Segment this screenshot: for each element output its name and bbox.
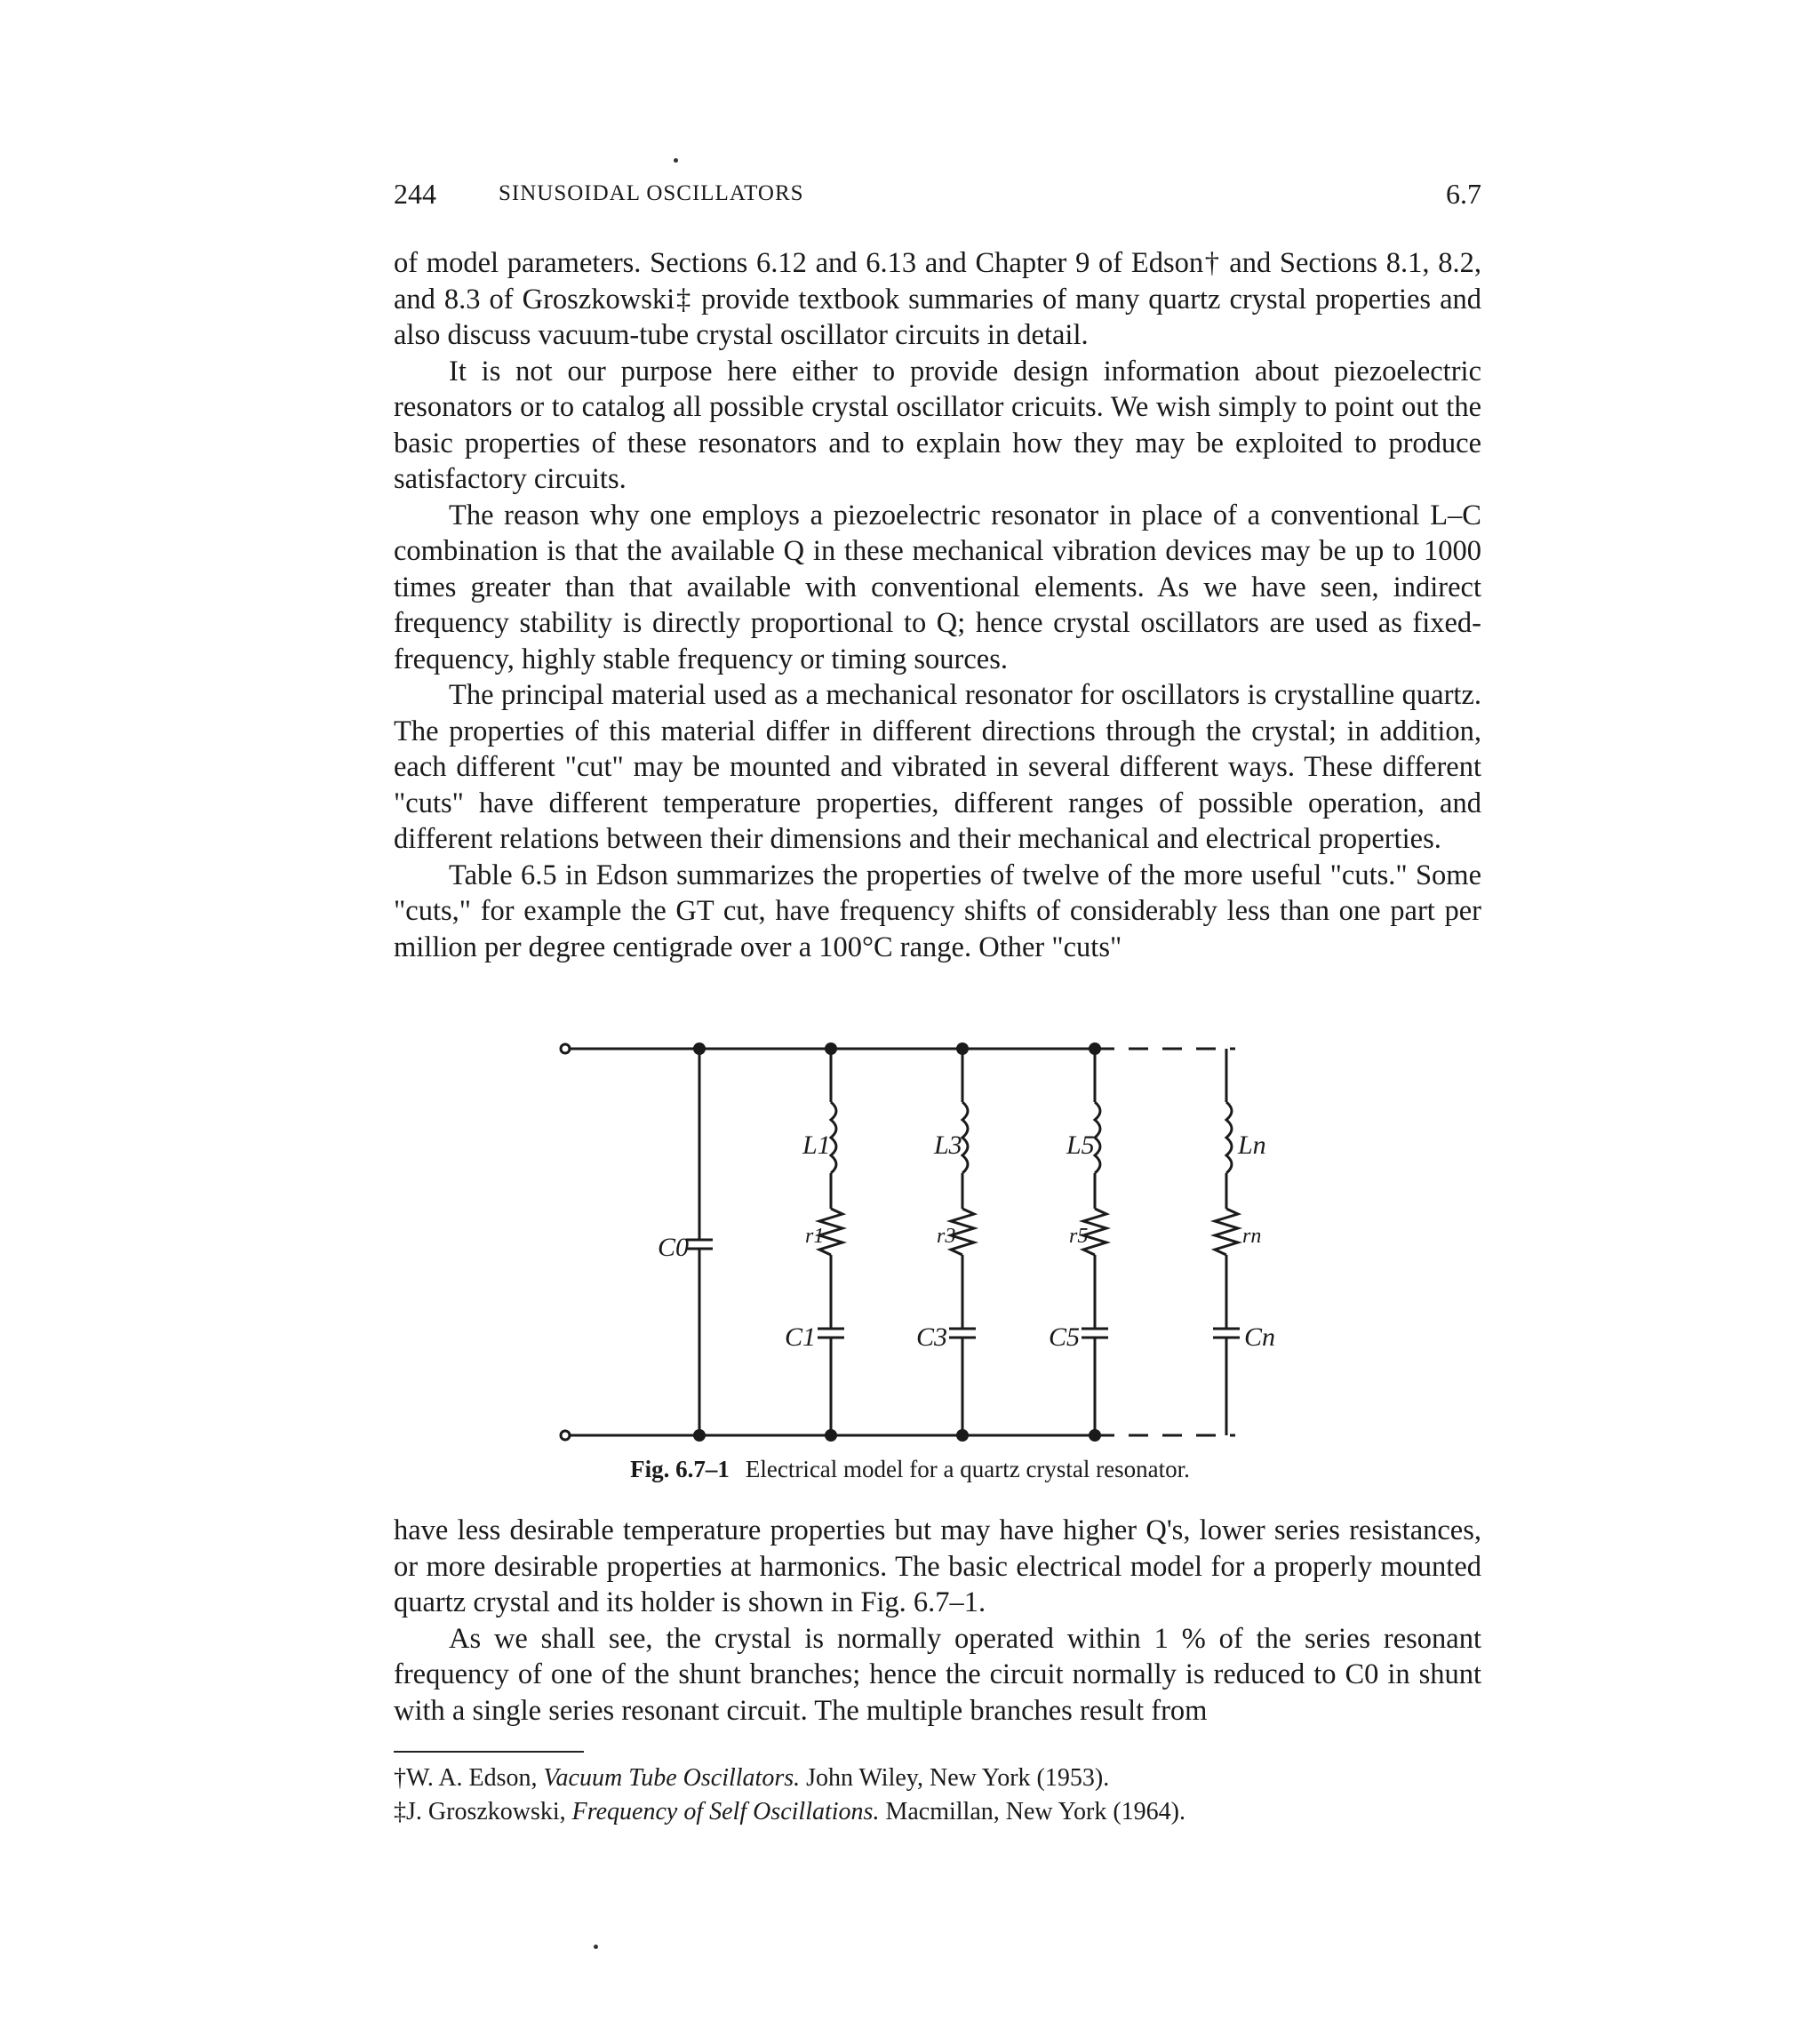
terminal-top	[561, 1044, 570, 1053]
label-r1: r1	[805, 1225, 825, 1248]
paragraph: As we shall see, the crystal is normally operated within 1 % of the series resonant frequency of one of the shunt branches; hence the circuit normally is reduced to C0 in shunt with a single series resonant circuit. The multiple branches result from	[394, 1622, 1481, 1727]
label-c0: C0	[658, 1233, 690, 1262]
label-r5: r5	[1069, 1225, 1089, 1248]
paragraph: It is not our purpose here either to provide design information about piezoelectric resonators or to catalog all possible crystal oscillator cricuits. We wish simply to point out the basic properties of these resonators and to explain how they may be exploited to produce satisfactory circuits.	[394, 355, 1481, 495]
body-text-top	[394, 245, 1481, 965]
caption-text: Electrical model for a quartz crystal resonator.	[745, 1456, 1190, 1482]
footnote: †W. A. Edson, Vacuum Tube Oscillators. John Wiley, New York (1953).	[394, 1764, 1110, 1792]
paragraph: The reason why one employs a piezoelectric resonator in place of a conventional L–C combination is that the available Q in these mechanical vibration devices may be up to 1000 times greater than that available with conventional elements. As we have seen, indirect frequency stability is directly proportional to Q; hence crystal oscillators are used as fixed-frequency, highly stable frequency or timing sources.	[394, 499, 1481, 675]
figure-caption	[0, 1456, 1820, 1483]
paragraph: have less desirable temperature properties but may have higher Q's, lower series resistances, or more desirable properties at harmonics. The basic electrical model for a properly mounted quartz crystal and its holder is shown in Fig. 6.7–1.	[394, 1514, 1481, 1618]
page-number: 244	[394, 178, 436, 210]
label-c5: C5	[1049, 1322, 1081, 1352]
label-c1: C1	[785, 1322, 817, 1352]
footnote-rule	[394, 1751, 584, 1753]
circuit-diagram	[533, 1022, 1280, 1449]
branch-n	[1213, 1049, 1240, 1435]
label-cn: Cn	[1244, 1322, 1276, 1352]
paragraph: Table 6.5 in Edson summarizes the properties of twelve of the more useful "cuts." Some "cuts," for example the GT cut, have frequency shifts of considerably less than one part per million per degree centigrade over a 100°C range. Other "cuts"	[394, 859, 1481, 963]
running-header	[394, 178, 1481, 213]
label-c3: C3	[916, 1322, 948, 1352]
label-l1: L1	[802, 1130, 831, 1160]
footnote: ‡J. Groszkowski, Frequency of Self Oscillations. Macmillan, New York (1964).	[394, 1798, 1185, 1825]
footnotes	[394, 1761, 1481, 1829]
label-ln: Ln	[1238, 1130, 1266, 1160]
terminal-bottom	[561, 1431, 570, 1440]
label-l5: L5	[1066, 1130, 1095, 1160]
section-number: 6.7	[1446, 178, 1481, 210]
body-text-bottom	[394, 1513, 1481, 1729]
print-speck	[674, 158, 678, 163]
paragraph: The principal material used as a mechanical resonator for oscillators is crystalline quartz. The properties of this material differ in different directions through the crystal; in addition, each different "cut" may be mounted and vibrated in several different ways. These different "cuts" have different temperature properties, different ranges of possible operation, and different relations between their dimensions and their mechanical and electrical properties.	[394, 679, 1481, 855]
label-rn: rn	[1242, 1225, 1262, 1248]
label-l3: L3	[934, 1130, 962, 1160]
caption-number: Fig. 6.7–1	[630, 1456, 730, 1482]
running-title: SINUSOIDAL OSCILLATORS	[499, 181, 804, 205]
junction-dots	[693, 1042, 1101, 1442]
print-speck	[594, 1945, 598, 1949]
crystal-model-figure	[533, 1022, 1280, 1449]
label-r3: r3	[937, 1225, 956, 1248]
paragraph: of model parameters. Sections 6.12 and 6.13 and Chapter 9 of Edson† and Sections 8.1, 8.2, and 8.3 of Groszkowski‡ provide textbook summaries of many quartz crystal properties and also discuss vacuum-tube crystal oscillator circuits in detail.	[394, 247, 1481, 351]
